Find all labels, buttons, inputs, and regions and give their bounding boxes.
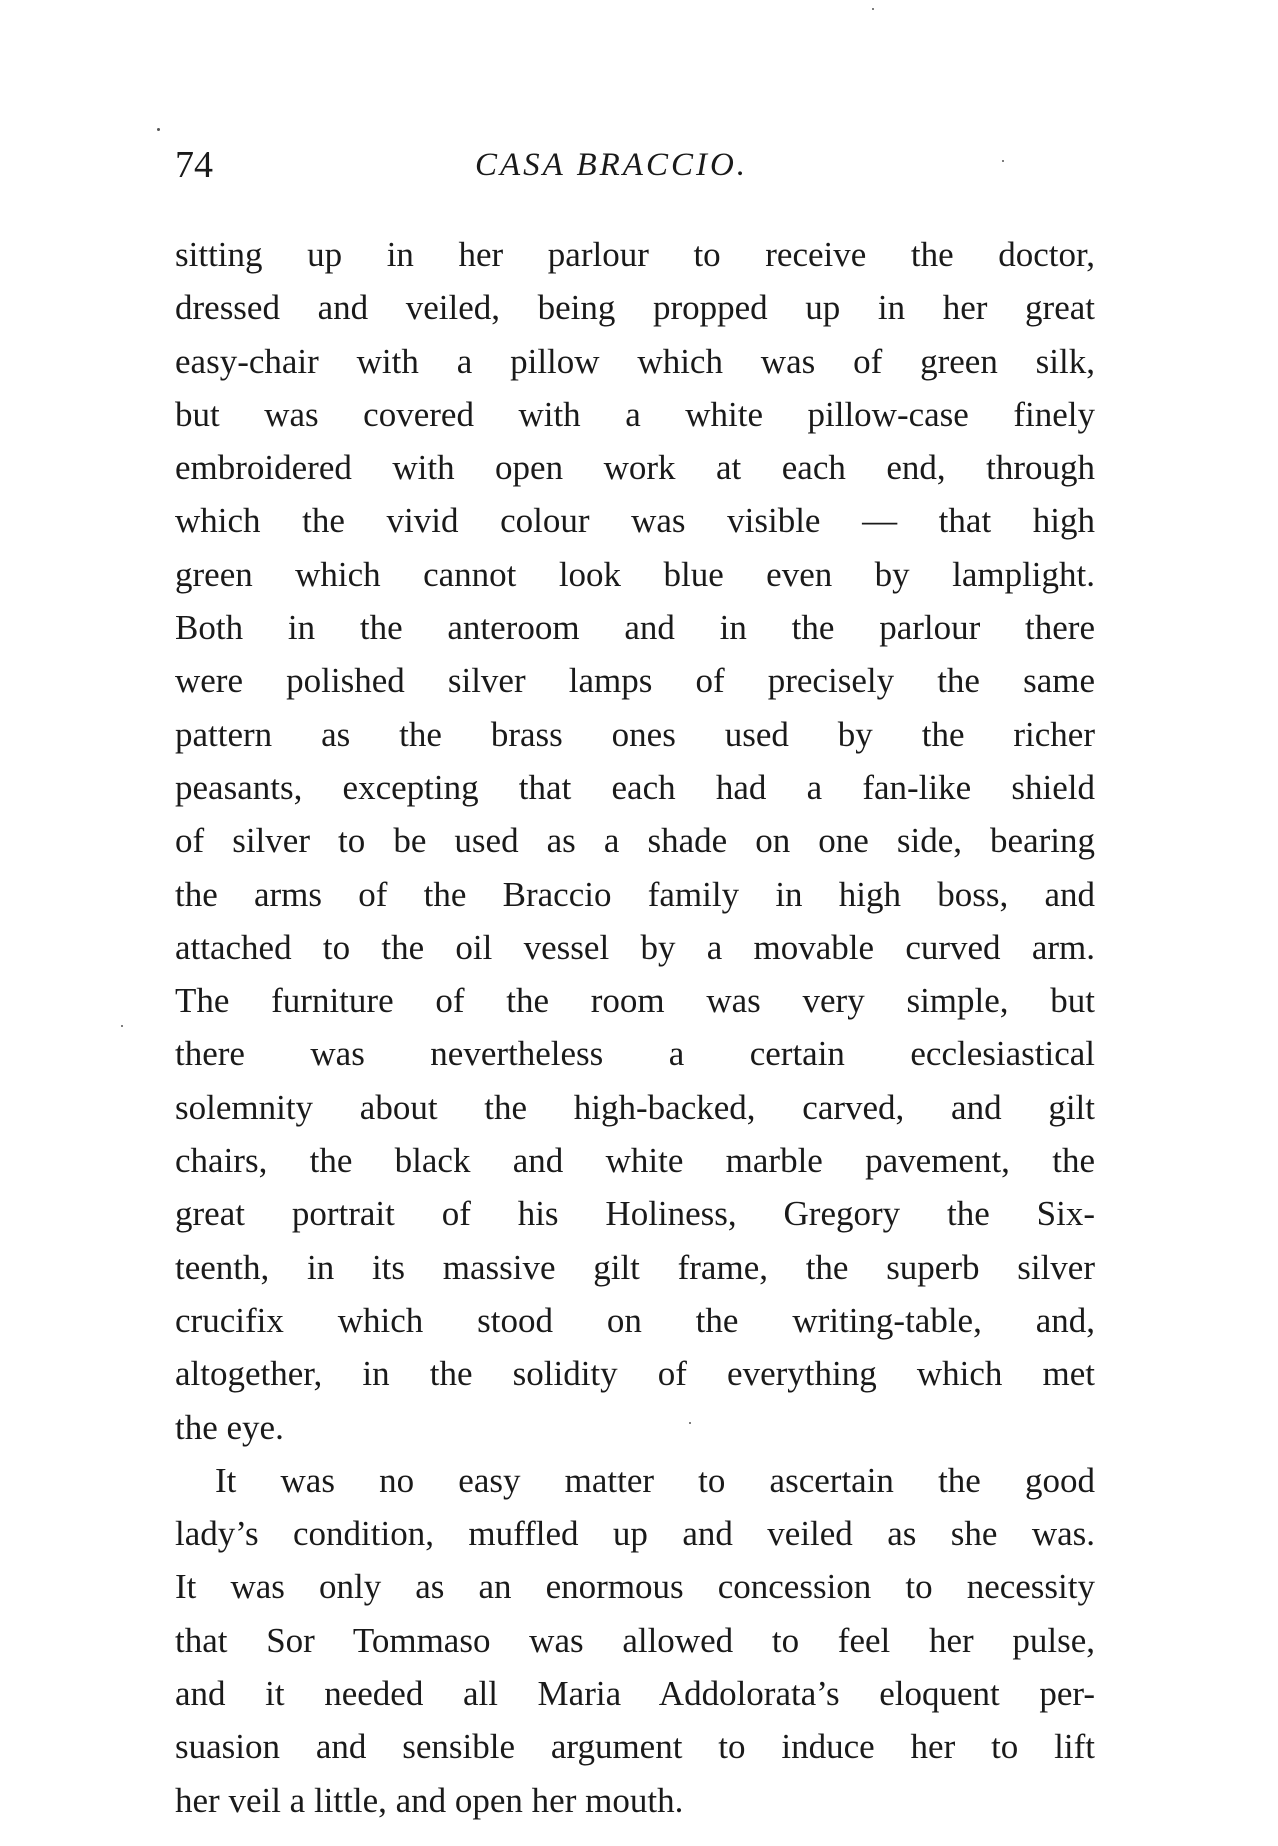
text-line: crucifix which stood on the writing-table, and,: [175, 1300, 1095, 1340]
text-line: but was covered with a white pillow-case finely: [175, 394, 1095, 434]
text-line: were polished silver lamps of precisely the same: [175, 661, 1095, 701]
paper-speck: [872, 8, 874, 10]
text-line: that Sor Tommaso was allowed to feel her pulse,: [175, 1620, 1095, 1660]
text-line: sitting up in her parlour to receive the doctor,: [175, 235, 1095, 274]
paper-speck: [1002, 160, 1004, 162]
page-number: 74: [175, 144, 213, 186]
text-line: chairs, the black and white marble pavement, the: [175, 1141, 1095, 1181]
paragraph-1: [175, 228, 1095, 1454]
text-line: It was only as an enormous concession to necessity: [175, 1567, 1095, 1607]
text-line: solemnity about the high-backed, carved, and gilt: [175, 1087, 1095, 1127]
text-line: there was nevertheless a certain ecclesiastical: [175, 1034, 1095, 1074]
text-line: teenth, in its massive gilt frame, the superb silver: [175, 1247, 1095, 1287]
text-line: green which cannot look blue even by lamplight.: [175, 554, 1095, 594]
text-line: attached to the oil vessel by a movable curved arm.: [175, 927, 1095, 967]
text-line: altogether, in the solidity of everything which met: [175, 1354, 1095, 1394]
paper-speck: [689, 1422, 691, 1424]
text-line: easy-chair with a pillow which was of green silk,: [175, 341, 1095, 381]
text-line: peasants, excepting that each had a fan-like shield: [175, 767, 1095, 807]
text-line: It was no easy matter to ascertain the good: [215, 1460, 1095, 1500]
text-line: which the vivid colour was visible — that high: [175, 501, 1095, 541]
text-line: the eye.: [175, 1407, 284, 1447]
paper-speck: [121, 1025, 123, 1027]
text-line: of silver to be used as a shade on one side, bearing: [175, 821, 1095, 861]
paragraph-2: [175, 1454, 1095, 1827]
text-line: dressed and veiled, being propped up in her great: [175, 288, 1095, 328]
text-line: and it needed all Maria Addolorata’s eloquent per-: [175, 1674, 1095, 1714]
text-line: embroidered with open work at each end, through: [175, 448, 1095, 488]
text-line: The furniture of the room was very simple, but: [175, 981, 1095, 1021]
running-head: [175, 140, 1095, 190]
running-title: CASA BRACCIO.: [475, 147, 749, 183]
text-line: lady’s condition, muffled up and veiled as she was.: [175, 1514, 1095, 1554]
text-line: the arms of the Braccio family in high boss, and: [175, 874, 1095, 914]
body-text: [175, 228, 1095, 1827]
text-line: great portrait of his Holiness, Gregory the Six-: [175, 1194, 1095, 1234]
text-line: her veil a little, and open her mouth.: [175, 1780, 684, 1820]
text-line: suasion and sensible argument to induce her to lift: [175, 1727, 1095, 1767]
text-line: pattern as the brass ones used by the richer: [175, 714, 1095, 754]
paper-speck: [157, 128, 160, 131]
text-line: Both in the anteroom and in the parlour there: [175, 608, 1095, 648]
